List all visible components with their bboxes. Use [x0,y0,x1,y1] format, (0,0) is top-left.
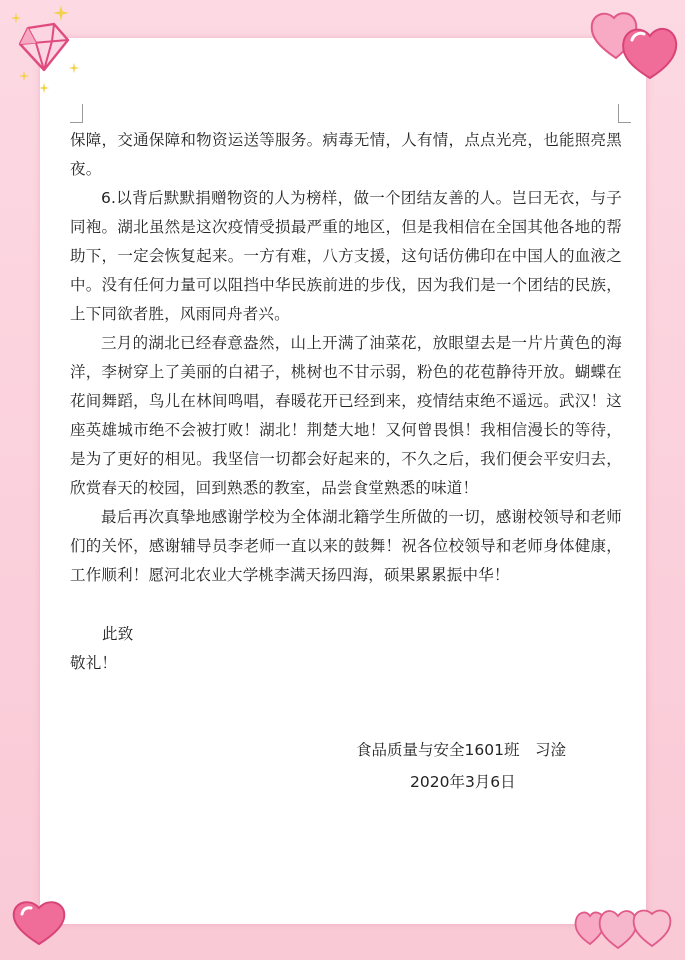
heart-icon [588,4,684,84]
letter-date: 2020年3月6日 [410,773,516,791]
sparkle-icon [10,12,22,24]
heart-icon [572,904,682,952]
paragraph-4: 最后再次真挚地感谢学校为全体湖北籍学生所做的一切，感谢校领导和老师们的关怀，感谢辅导员李老师一直以来的鼓舞！祝各位校领导和老师身体健康，工作顺利！愿河北农业大学桃李满天扬四海，硕果累累振中华！ [70,508,622,584]
paragraph-3: 三月的湖北已经春意盎然，山上开满了油菜花，放眼望去是一片片黄色的海洋，李树穿上了美丽的白裙子，桃树也不甘示弱，粉色的花苞静待开放。蝴蝶在花间舞蹈，鸟儿在林间鸣唱，春暖花开已经到来，疫情结束绝不遥远。武汉！这座英雄城市绝不会被打败！湖北！荆楚大地！又何曾畏惧！我相信漫长的等待，是为了更好的相见。我坚信一切都会好起来的，不久之后，我们便会平安归去，欣赏春天的校园，回到熟悉的教室，品尝食堂熟悉的味道！ [70,334,622,497]
closing-salutation: 此致 [102,625,134,643]
heart-icon [10,898,68,948]
corner-mark-left [70,104,83,123]
signature: 食品质量与安全1601班 习淦 [356,741,566,759]
sparkle-icon [38,82,50,94]
closing-regards: 敬礼！ [70,654,118,672]
corner-mark-right [618,104,631,123]
sparkle-icon [68,62,80,74]
paragraph-1: 保障，交通保障和物资运送等服务。病毒无情，人有情，点点光亮，也能照亮黑夜。 [70,131,622,178]
sparkle-icon [52,4,70,22]
diamond-icon [14,20,74,74]
letter-body [70,126,622,678]
paragraph-2: 6.以背后默默捐赠物资的人为榜样，做一个团结友善的人。岂曰无衣，与子同袍。湖北虽然是这次疫情受损最严重的地区，但是我相信在全国其他各地的帮助下，一定会恢复起来。一方有难，八方支援，这句话仿佛印在中国人的血液之中。没有任何力量可以阻挡中华民族前进的步伐，因为我们是一个团结的民族，上下同欲者胜，风雨同舟者兴。 [70,189,622,323]
sparkle-icon [18,70,30,82]
